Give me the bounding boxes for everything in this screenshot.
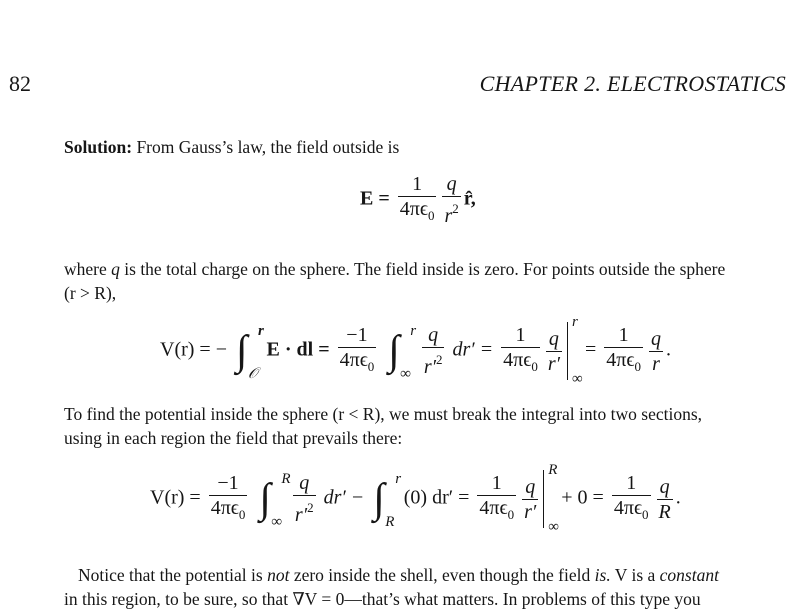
solution-text: From Gauss’s law, the field outside is bbox=[132, 137, 400, 157]
eq3-fraction-6: $\frac{q}{R}$ bbox=[658, 475, 671, 523]
eq3-fraction-2: $\frac{q}{r'^2}$ bbox=[294, 472, 314, 526]
eq3-fraction-5: $\frac{1}{4\pi\epsilon_0}$ bbox=[613, 472, 649, 522]
eq3-integral-2: ∫ r R bbox=[373, 471, 402, 530]
eq1-f2-num: q bbox=[442, 172, 460, 197]
eq3-integral-1: ∫ R ∞ bbox=[259, 471, 291, 530]
eq1-f2-den: $r^2$ bbox=[444, 201, 459, 227]
eq2-fraction-3: $\frac{1}{4\pi\epsilon_0}$ bbox=[503, 324, 538, 374]
charge-q: q bbox=[111, 259, 120, 279]
eq1-fraction-1 bbox=[398, 172, 437, 228]
equation-potential-outside: V(r) = − ∫ r 𝒪 E · dl = $\frac{-1}{4\pi\epsilon_0}$ ∫ r ∞ $\frac{q}{r'^2}$ dr′ = $\frac{1}{4\pi\epsilon_0}$ $\frac{q}{r'}$ r ∞ = $\frac{1}{4\pi\epsilon_0}$ $\frac{q}{r}$ . bbox=[160, 314, 671, 387]
eq1-f1-num: 1 bbox=[398, 172, 437, 197]
eq2-equals: = bbox=[585, 338, 597, 361]
eq2-integral-2: ∫ r ∞ bbox=[388, 323, 417, 382]
eq3-fraction-1: $\frac{-1}{4\pi\epsilon_0}$ bbox=[210, 472, 246, 522]
paragraph-outside: where q is the total charge on the sphere. The field inside is zero. For points outside the sphere (r > R), bbox=[64, 259, 726, 303]
condition-outside: (r > R), bbox=[64, 283, 117, 303]
equation-potential-inside: V(r) = $\frac{-1}{4\pi\epsilon_0}$ ∫ R ∞ $\frac{q}{r'^2}$ dr′ − ∫ r R (0) dr′ = $\frac{1}{4\pi\epsilon_0}$ $\frac{q}{r'}$ R ∞ + 0 = $\frac{1}{4\pi\epsilon_0}$ $\frac{q}{R}$ . bbox=[150, 462, 681, 535]
eq2-integral-1: ∫ r 𝒪 bbox=[235, 323, 264, 382]
eq1-f1-den: $4\pi\epsilon_0$ bbox=[399, 198, 435, 223]
eq2-fraction-1: $\frac{-1}{4\pi\epsilon_0}$ bbox=[339, 324, 375, 374]
eq2-fraction-6: $\frac{q}{r}$ bbox=[651, 327, 661, 375]
eq2-integrand: E · dl = bbox=[266, 338, 330, 361]
eq2-fraction-5: $\frac{1}{4\pi\epsilon_0}$ bbox=[606, 324, 641, 374]
solution-paragraph bbox=[64, 135, 399, 159]
paragraph-notice: Notice that the potential is not zero inside the shell, even though the field is. V is a constant in this region, to be sure, so that ∇V = 0—that’s what matters. In problems of this type you bbox=[64, 565, 719, 609]
eq2-fraction-4: $\frac{q}{r'}$ bbox=[547, 327, 561, 375]
page-number: 82 bbox=[9, 71, 31, 96]
eq2-evaluation-bar: r ∞ bbox=[567, 322, 568, 380]
solution-label: Solution: bbox=[64, 137, 133, 157]
eq2-dr: dr′ = bbox=[452, 338, 494, 361]
eq3-fraction-4: $\frac{q}{r'}$ bbox=[524, 475, 537, 523]
eq1-lhs: E = bbox=[360, 187, 390, 210]
eq3-evaluation-bar: R ∞ bbox=[543, 470, 544, 528]
eq3-dr-minus: dr′ − bbox=[323, 486, 365, 509]
equation-field-outside bbox=[360, 172, 476, 228]
eq3-plus-zero: + 0 = bbox=[561, 486, 604, 509]
eq3-fraction-3: $\frac{1}{4\pi\epsilon_0}$ bbox=[479, 472, 515, 522]
eq3-lhs: V(r) = bbox=[150, 486, 201, 509]
eq1-rhat: r̂, bbox=[463, 187, 476, 210]
eq3-zero-dr: (0) dr′ = bbox=[403, 486, 470, 509]
eq2-fraction-2: $\frac{q}{r'^2}$ bbox=[423, 324, 443, 378]
running-head: CHAPTER 2. ELECTROSTATICS bbox=[479, 71, 786, 96]
eq2-lhs: V(r) = − bbox=[160, 338, 227, 361]
eq1-fraction-2 bbox=[442, 172, 460, 228]
paragraph-inside: To find the potential inside the sphere (r < R), we must break the integral into two sections, using in each region the field that prevails there: bbox=[64, 404, 703, 448]
